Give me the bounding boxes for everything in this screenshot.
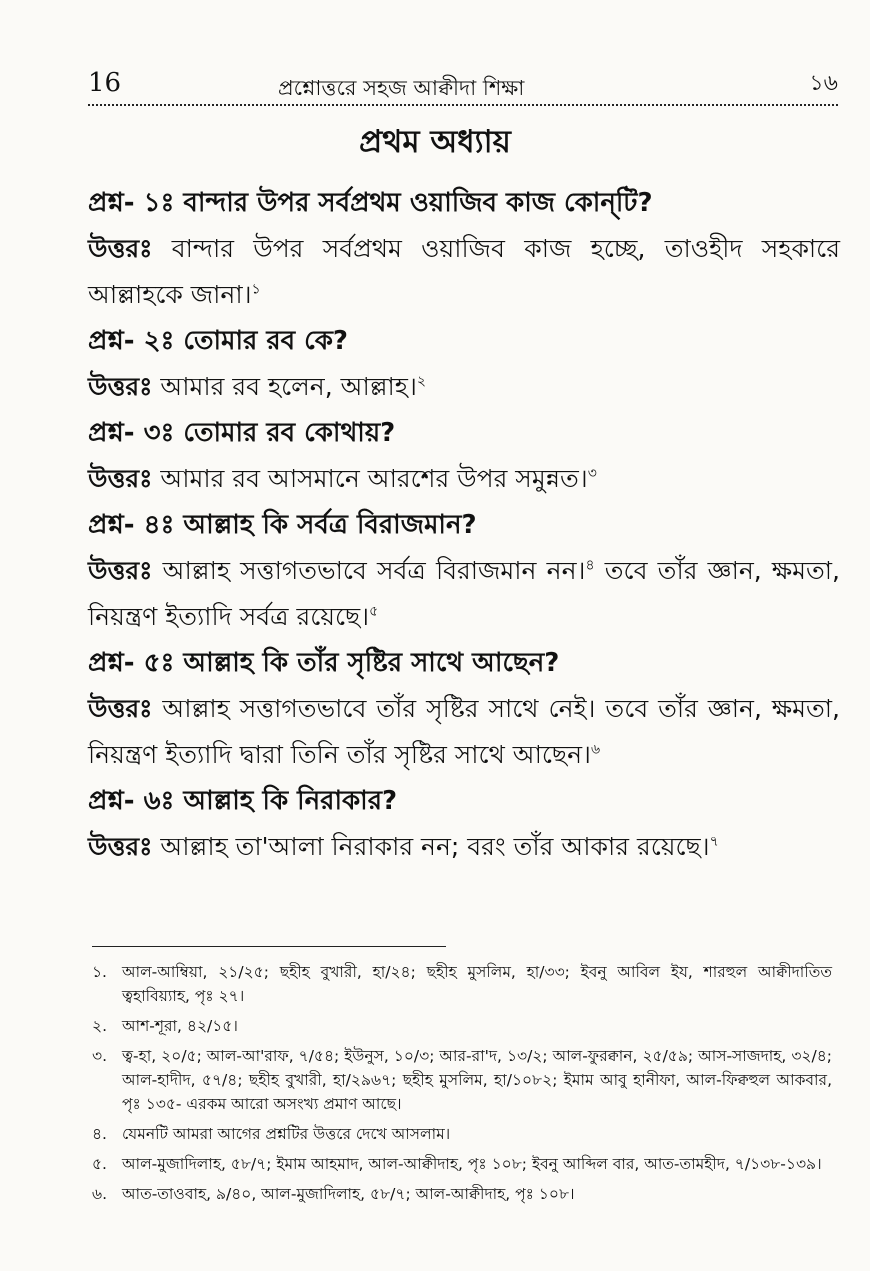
footnote-text: আল-আম্বিয়া, ২১/২৫; ছহীহ বুখারী, হা/২৪; ছহীহ মুসলিম, হা/৩৩; ইবনু আবিল ইয, শারহুল আক্বীদাতিত ত্বহাবিয়্যাহ, পৃঃ ২৭। xyxy=(122,963,832,1005)
answer-1 xyxy=(88,226,840,318)
chapter-title: প্রথম অধ্যায় xyxy=(359,124,511,160)
footnote-ref-3[interactable]: ৩ xyxy=(587,465,597,482)
footnote-4 xyxy=(92,1122,832,1146)
footnotes xyxy=(92,960,832,1212)
footnote-number: ৪. xyxy=(92,1125,107,1143)
question-6: প্রশ্ন- ৬ঃ আল্লাহ কি নিরাকার? xyxy=(88,786,398,816)
footnote-ref-7[interactable]: ৭ xyxy=(709,833,719,850)
footnote-number: ৫. xyxy=(92,1155,107,1173)
answer-5 xyxy=(88,686,840,778)
answer-label: উত্তরঃ xyxy=(88,694,153,723)
question-1: প্রশ্ন- ১ঃ বান্দার উপর সর্বপ্রথম ওয়াজিব কাজ কোন্‌টি? xyxy=(88,188,653,218)
footnote-5 xyxy=(92,1152,832,1176)
answer-6 xyxy=(88,824,840,870)
footnote-ref-2[interactable]: ২ xyxy=(416,373,426,390)
answer-label: উত্তরঃ xyxy=(88,372,153,401)
footnote-ref-5[interactable]: ৫ xyxy=(369,603,379,620)
footnote-text: আল-মুজাদিলাহ, ৫৮/৭; ইমাম আহমাদ, আল-আক্বীদাহ, পৃঃ ১০৮; ইবনু আব্দিল বার, আত-তামহীদ, ৭/১৩৮-১৩৯। xyxy=(122,1155,822,1173)
answer-4-text-a: আল্লাহ সত্তাগতভাবে সর্বত্র বিরাজমান নন। xyxy=(162,556,586,585)
answer-5-text: আল্লাহ সত্তাগতভাবে তাঁর সৃষ্টির সাথে নেই। তবে তাঁর জ্ঞান, ক্ষমতা, নিয়ন্ত্রণ ইত্যাদি দ্বারা তিনি তাঁর সৃষ্টির সাথে আছেন। xyxy=(88,694,840,769)
answer-2-text: আমার রব হলেন, আল্লাহ। xyxy=(160,372,417,401)
footnote-ref-1[interactable]: ১ xyxy=(251,281,261,298)
page-number-latin: 16 xyxy=(88,68,122,98)
answer-4-text-b: তবে তাঁর জ্ঞান, ক্ষমতা, নিয়ন্ত্রণ ইত্যাদি সর্বত্র রয়েছে। xyxy=(88,556,840,631)
page-number-bengali: ১৬ xyxy=(809,71,838,96)
question-5: প্রশ্ন- ৫ঃ আল্লাহ কি তাঁর সৃষ্টির সাথে আছেন? xyxy=(88,648,560,678)
footnote-6 xyxy=(92,1182,832,1206)
answer-3 xyxy=(88,456,840,502)
footnote-text: যেমনটি আমরা আগের প্রশ্নটির উত্তরে দেখে আসলাম। xyxy=(122,1125,451,1143)
footnote-text: আত-তাওবাহ, ৯/৪০, আল-মুজাদিলাহ, ৫৮/৭; আল-আক্বীদাহ, পৃঃ ১০৮। xyxy=(122,1185,575,1203)
answer-label: উত্তরঃ xyxy=(88,464,153,493)
answer-4 xyxy=(88,548,840,640)
qa-section xyxy=(88,180,840,870)
answer-6-text: আল্লাহ তা'আলা নিরাকার নন; বরং তাঁর আকার রয়েছে। xyxy=(160,832,710,861)
question-2: প্রশ্ন- ২ঃ তোমার রব কে? xyxy=(88,326,349,356)
question-4: প্রশ্ন- ৪ঃ আল্লাহ কি সর্বত্র বিরাজমান? xyxy=(88,510,477,540)
footnote-divider xyxy=(92,946,446,947)
footnote-number: ৬. xyxy=(92,1185,108,1203)
answer-label: উত্তরঃ xyxy=(88,832,153,861)
footnote-text: ত্ব-হা, ২০/৫; আল-আ'রাফ, ৭/৫৪; ইউনুস, ১০/৩; আর-রা'দ, ১৩/২; আল-ফুরক্বান, ২৫/৫৯; আস-সাজদাহ, ৩২/৪; আল-হাদীদ, ৫৭/৪; ছহীহ বুখারী, হা/২৯৬৭; ছহীহ মুসলিম, হা/১০৮২; ইমাম আবু হানীফা, আল-ফিক্বহুল আকবার, পৃঃ ১৩৫- এরকম আরো অসংখ্য প্রমাণ আছে। xyxy=(122,1047,832,1113)
answer-label: উত্তরঃ xyxy=(88,234,153,263)
answer-3-text: আমার রব আসমানে আরশের উপর সমুন্নত। xyxy=(160,464,588,493)
footnote-ref-4[interactable]: ৪ xyxy=(585,557,595,574)
question-3: প্রশ্ন- ৩ঃ তোমার রব কোথায়? xyxy=(88,418,396,448)
footnote-number: ১. xyxy=(92,963,107,981)
footnote-2 xyxy=(92,1014,832,1038)
answer-1-text-b: তাওহীদ সহকারে আল্লাহকে জানা। xyxy=(88,234,840,309)
footnote-ref-6[interactable]: ৬ xyxy=(590,741,601,758)
answer-1-text-a: বান্দার উপর সর্বপ্রথম ওয়াজিব কাজ হচ্ছে, xyxy=(171,234,646,263)
header-dotted-rule xyxy=(88,104,838,106)
footnote-number: ৩. xyxy=(92,1047,108,1065)
answer-2 xyxy=(88,364,840,410)
footnote-text: আশ-শূরা, ৪২/১৫। xyxy=(122,1017,238,1035)
running-title: প্রশ্নোত্তরে সহজ আক্বীদা শিক্ষা xyxy=(278,76,525,100)
page-header xyxy=(88,66,838,106)
footnote-3 xyxy=(92,1044,832,1116)
footnote-1 xyxy=(92,960,832,1008)
answer-label: উত্তরঃ xyxy=(88,556,153,585)
footnote-number: ২. xyxy=(92,1017,108,1035)
